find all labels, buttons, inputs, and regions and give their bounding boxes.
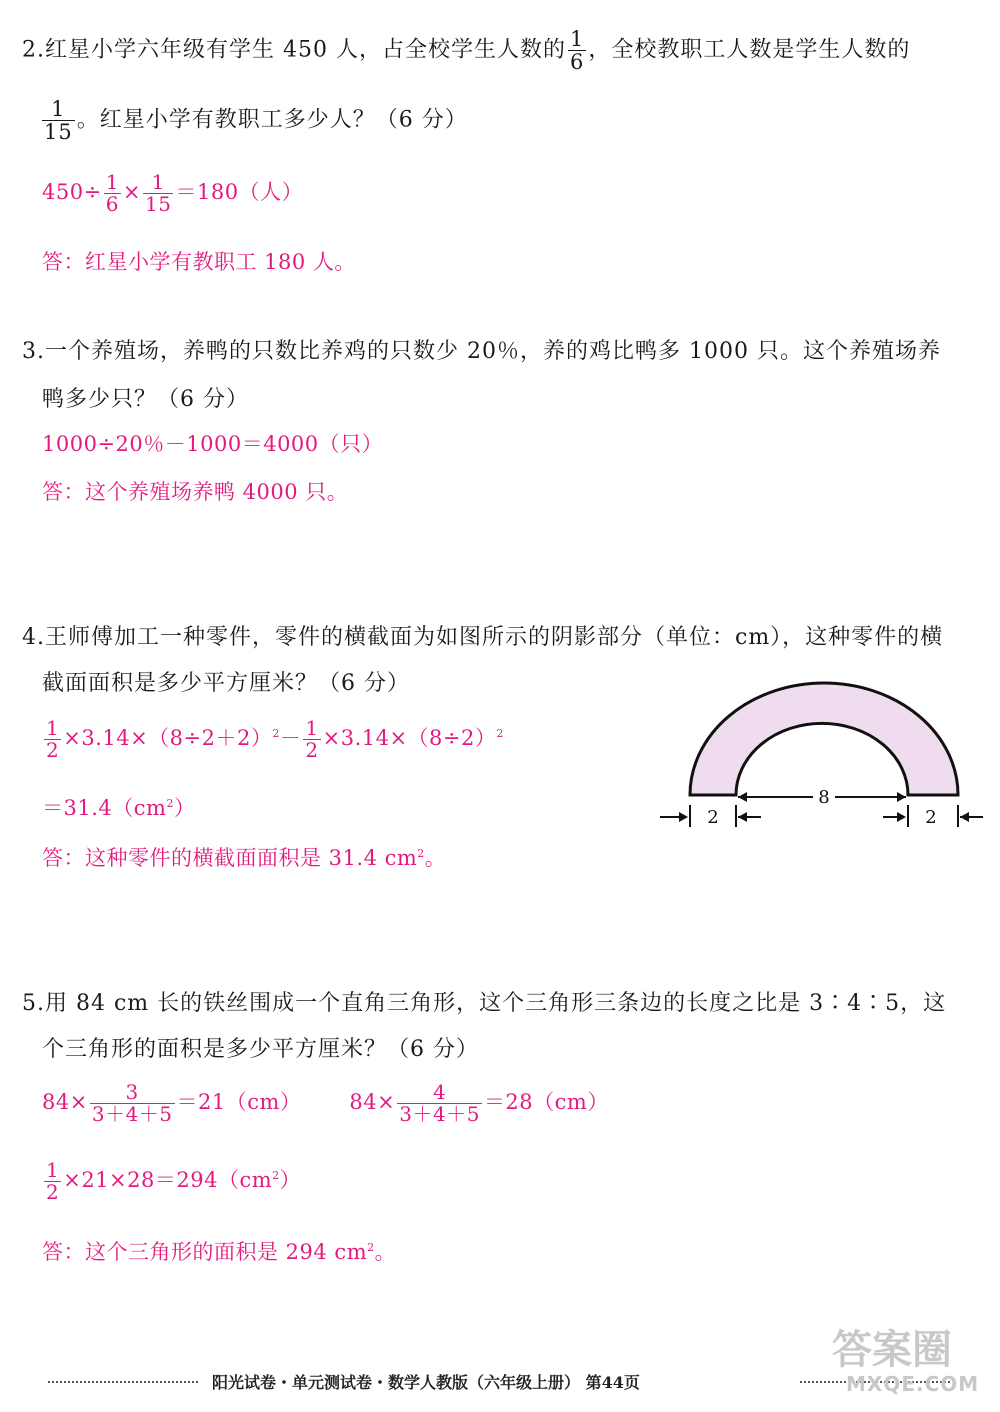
answer-text: 。	[424, 846, 447, 870]
question-text: 。红星小学有教职工多少人？（6 分）	[76, 107, 468, 133]
fraction-denominator: 15	[44, 120, 73, 145]
problem-5-question-line1: 5.用 84 cm 长的铁丝围成一个直角三角形，这个三角形三条边的长度之比是 3∶4∶5，这	[22, 991, 947, 1016]
problem-4-answer	[42, 842, 446, 872]
answer-text: 答：这种零件的横截面面积是 31.4 cm	[42, 846, 418, 870]
fraction	[303, 718, 320, 761]
fraction-denominator: 3＋4＋5	[399, 1102, 480, 1126]
problem-2-question-line1	[22, 28, 910, 73]
question-text: ，全校教职工人数是学生人数的	[588, 37, 911, 63]
footer-text: 阳光试卷・单元测试卷・数学人教版（六年级上册） 第44页	[212, 1373, 640, 1392]
problem-2-work	[42, 172, 303, 215]
dimension-label-left: 2	[707, 807, 719, 828]
fraction-numerator: 1	[569, 27, 585, 51]
superscript: 2	[417, 847, 425, 860]
superscript: 2	[496, 727, 504, 740]
work-text: ＝180（人）	[175, 180, 304, 204]
fraction	[42, 98, 75, 143]
work-text: 84×	[42, 1090, 88, 1114]
problem-2-question-line2	[40, 98, 468, 143]
work-text: 84×	[349, 1090, 396, 1114]
work-text: －	[279, 726, 302, 750]
problem-3-question-line2: 鸭多少只？（6 分）	[42, 387, 249, 412]
problem-5-work-line1	[42, 1082, 609, 1125]
fraction-denominator: 15	[145, 192, 172, 216]
problem-4-question-line2: 截面面积是多少平方厘米？（6 分）	[42, 671, 410, 696]
fraction	[104, 172, 121, 215]
problem-4-question-line1: 4.王师傅加工一种零件，零件的横截面为如图所示的阴影部分（单位：cm），这种零件的横	[22, 625, 944, 650]
fraction	[568, 28, 586, 73]
fraction	[44, 1160, 61, 1203]
work-text: ＝31.4（cm	[42, 796, 167, 820]
shaded-region	[690, 683, 958, 795]
problem-3-answer: 答：这个养殖场养鸭 4000 只。	[42, 480, 349, 504]
problem-4-work-line1	[42, 718, 504, 761]
work-text: ×3.14×（8÷2＋2）	[63, 726, 273, 750]
fraction-numerator: 1	[46, 1158, 60, 1182]
fraction-numerator: 1	[151, 170, 165, 194]
work-text: ×21×28＝294（cm	[63, 1168, 273, 1192]
problem-5-question-line2: 个三角形的面积是多少平方厘米？（6 分）	[42, 1037, 479, 1062]
arrow-head	[897, 792, 906, 802]
work-text: 450÷	[42, 180, 102, 204]
fraction-denominator: 2	[305, 738, 319, 762]
arrow-head	[897, 812, 906, 822]
fraction-numerator: 4	[432, 1080, 447, 1104]
arrow-head	[960, 812, 969, 822]
arrow-head	[738, 792, 747, 802]
fraction-denominator: 6	[569, 50, 585, 75]
fraction-numerator: 1	[46, 716, 60, 740]
problem-2-answer: 答：红星小学有教职工 180 人。	[42, 250, 356, 274]
dimension-label-middle: 8	[818, 787, 830, 808]
problem-4-work-line2	[42, 792, 195, 822]
fraction-numerator: 1	[105, 170, 119, 194]
answer-text: 答：这个三角形的面积是 294 cm	[42, 1240, 368, 1264]
work-text: ＝21（cm）	[176, 1090, 302, 1114]
watermark-logo: 答案圈	[832, 1327, 952, 1373]
fraction	[143, 172, 173, 215]
problem-3-question-line1: 3.一个养殖场，养鸭的只数比养鸡的只数少 20％，养的鸡比鸭多 1000 只。这个养殖场养	[22, 339, 941, 364]
arrow-head	[679, 812, 688, 822]
superscript: 2	[272, 1169, 280, 1182]
fraction-numerator: 1	[51, 97, 66, 121]
work-text: ×	[122, 180, 142, 204]
problem-5-work-line2	[42, 1160, 301, 1203]
work-text: ＝28（cm）	[483, 1090, 609, 1114]
superscript: 2	[272, 727, 280, 740]
fraction-numerator: 3	[125, 1080, 139, 1104]
fraction	[44, 718, 61, 761]
footer-divider-left	[48, 1381, 198, 1383]
watermark-url: MXQE.COM	[846, 1372, 980, 1396]
fraction-numerator: 1	[305, 716, 319, 740]
fraction-denominator: 2	[46, 1180, 60, 1204]
dimension-label-right: 2	[925, 807, 937, 828]
semicircle-ring-figure	[655, 655, 990, 835]
arrow-head	[738, 812, 747, 822]
work-text: ）	[173, 796, 196, 820]
answer-text: 。	[374, 1240, 397, 1264]
fraction-denominator: 6	[105, 192, 119, 216]
fraction-denominator: 3＋4＋5	[91, 1102, 173, 1126]
work-text: ）	[279, 1168, 302, 1192]
fraction	[90, 1082, 175, 1125]
problem-3-work: 1000÷20％－1000＝4000（只）	[42, 432, 384, 456]
superscript: 2	[166, 797, 174, 810]
problem-5-answer	[42, 1236, 396, 1266]
work-text: ×3.14×（8÷2）	[322, 726, 497, 750]
fraction-denominator: 2	[46, 738, 60, 762]
fraction	[397, 1082, 482, 1125]
superscript: 2	[367, 1241, 375, 1254]
question-text: 2.红星小学六年级有学生 450 人，占全校学生人数的	[22, 37, 566, 63]
